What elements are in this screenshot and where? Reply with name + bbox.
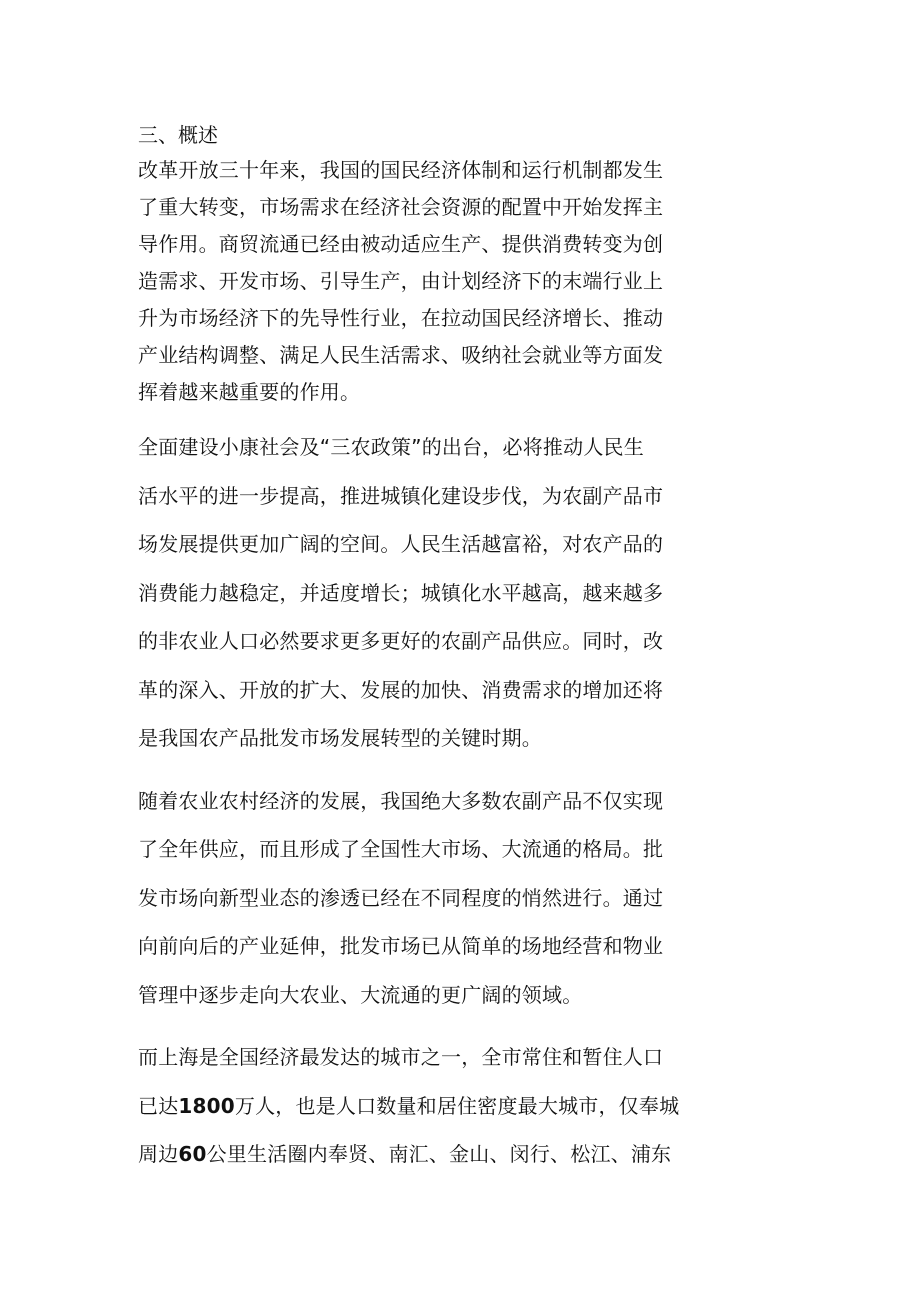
text-line <box>138 1130 698 1179</box>
text-fragment: 万人，也是人口数量和居住密度最大城市，仅奉城 <box>234 1093 680 1118</box>
text-fragment: 公里生活圈内奉贤、南汇、金山、闵行、松江、浦东 <box>206 1142 672 1166</box>
text-line: 活水平的进一步提高，推进城镇化建设步伐，为农副产品市 <box>138 483 664 508</box>
paragraph-xiaokang <box>138 423 698 763</box>
text-line: 随着农业农村经济的发展，我国绝大多数农副产品不仅实现 <box>138 788 664 813</box>
paragraph-reform <box>138 152 698 411</box>
document-page <box>138 118 698 1179</box>
text-line: 场发展提供更加广阔的空间。人民生活越富裕，对农产品的 <box>138 532 664 556</box>
paragraph-shanghai <box>138 1033 698 1179</box>
text-line: 的非农业人口必然要求更多更好的农副产品供应。同时，改 <box>138 629 664 653</box>
text-line: 产业结构调整、满足人民生活需求、吸纳社会就业等方面发 <box>138 343 664 367</box>
text-line: 是我国农产品批发市场发展转型的关键时期。 <box>138 726 542 750</box>
text-line: 挥着越来越重要的作用。 <box>138 380 361 404</box>
text-line: 全面建设小康社会及“三农政策”的出台，必将推动人民生 <box>138 435 644 459</box>
distance-figure: 60 <box>178 1142 207 1166</box>
text-line: 导作用。商贸流通已经由被动适应生产、提供消费转变为创 <box>138 232 664 256</box>
text-line: 消费能力越稳定，并适度增长；城镇化水平越高，越来越多 <box>138 580 664 605</box>
text-line: 了全年供应，而且形成了全国性大市场、大流通的格局。批 <box>138 837 664 861</box>
text-line: 发市场向新型业态的渗透已经在不同程度的悄然进行。通过 <box>138 885 664 910</box>
text-line: 革的深入、开放的扩大、发展的加快、消费需求的增加还将 <box>138 677 664 702</box>
text-line: 而上海是全国经济最发达的城市之一，全市常住和暂住人口 <box>138 1045 664 1069</box>
text-line: 向前向后的产业延伸，批发市场已从简单的场地经营和物业 <box>138 934 664 958</box>
text-line: 了重大转变，市场需求在经济社会资源的配置中开始发挥主 <box>138 195 664 219</box>
paragraph-agriculture <box>138 777 698 1020</box>
text-line: 造需求、开发市场、引导生产，由计划经济下的末端行业上 <box>138 269 664 293</box>
text-fragment: 周边 <box>138 1142 179 1166</box>
text-line: 管理中逐步走向大农业、大流通的更广阔的领域。 <box>138 982 583 1007</box>
text-fragment: 已达 <box>138 1093 179 1118</box>
text-line <box>138 1082 698 1131</box>
text-line: 改革开放三十年来，我国的国民经济体制和运行机制都发生 <box>138 158 664 182</box>
section-heading: 三、概述 <box>138 123 218 147</box>
text-line: 升为市场经济下的先导性行业，在拉动国民经济增长、推动 <box>138 306 664 330</box>
population-figure: 1800 <box>178 1093 235 1118</box>
